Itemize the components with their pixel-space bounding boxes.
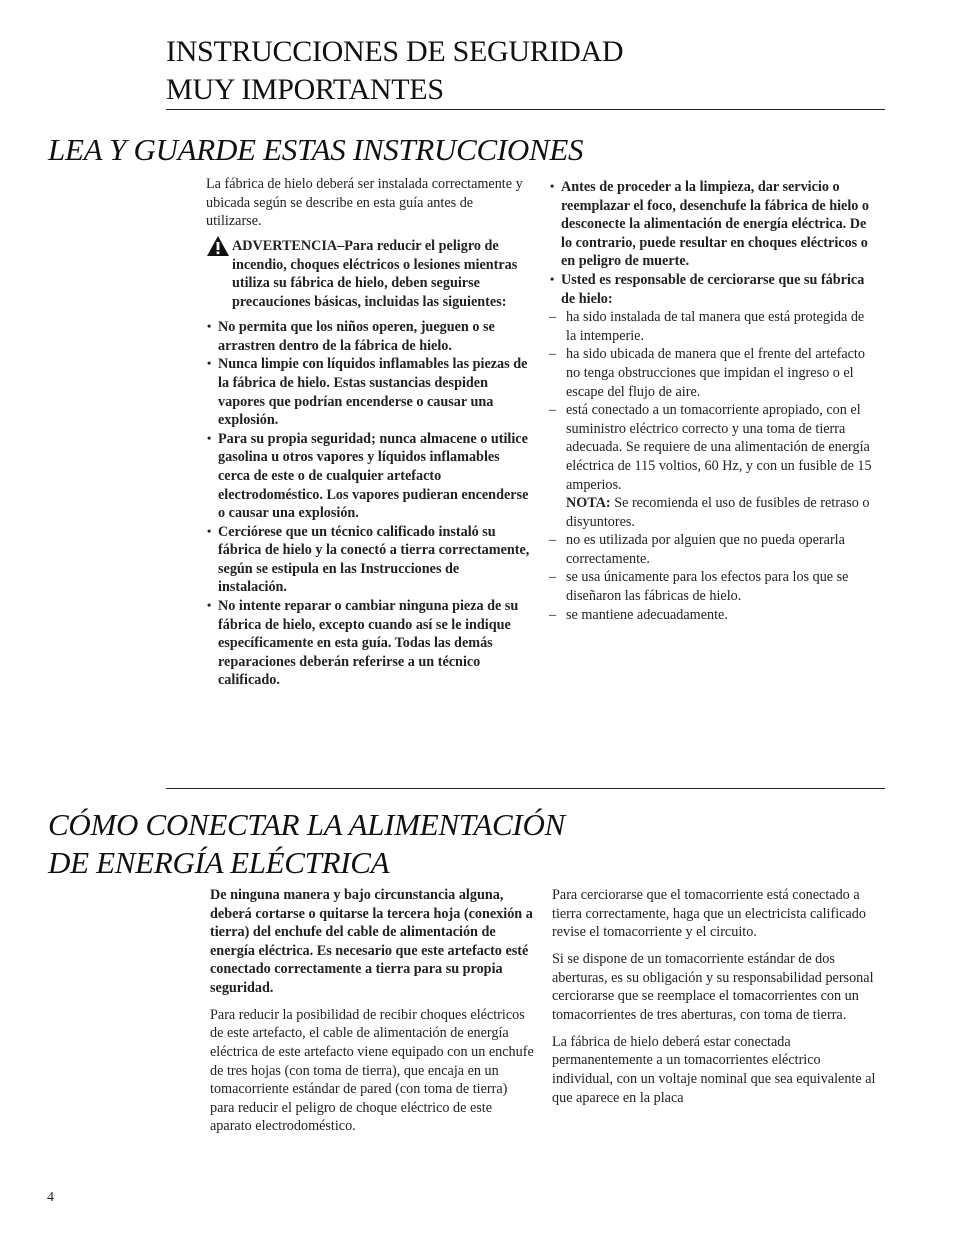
- paragraph: Si se dispone de un tomacorriente estándar de dos aberturas, es su obligación y su responsabilidad personal cerciorarse que se reemplace el tomacorrientes con un tomacorrientes de tres aberturas, con toma de tierra.: [552, 951, 874, 1023]
- dash-item: – ha sido instalada de tal manera que está protegida de la intemperie.: [549, 308, 874, 345]
- dash-item: – ha sido ubicada de manera que el frente del artefacto no tenga obstrucciones que impidan el ingreso o el escape del flujo de aire.: [549, 345, 874, 401]
- dash-item: – no es utilizada por alguien que no pueda operarla correctamente.: [549, 531, 874, 568]
- header-title-line2: MUY IMPORTANTES: [166, 73, 444, 106]
- list-item: • Antes de proceder a la limpieza, dar servicio o reemplazar el foco, desenchufe la fábrica de hielo o desconecte la alimentación de energía eléctrica. De lo contrario, puede resultar en choques eléctricos o en peligro de muerte.: [549, 178, 874, 271]
- section2-left-column: [210, 886, 534, 1144]
- dash-item: – está conectado a un tomacorriente apropiado, con el suministro eléctrico correcto y una toma de tierra adecuada. Se requiere de una alimentación de energía eléctrica de 115 voltios, 60 Hz, y con un fusible de 15 amperios.: [549, 401, 874, 494]
- dash-item: – se usa únicamente para los efectos para los que se diseñaron las fábricas de hielo.: [549, 568, 874, 605]
- note-block: [549, 494, 874, 531]
- section2-right-column: [552, 886, 876, 1115]
- section2-title: [48, 806, 565, 882]
- paragraph: Para cerciorarse que el tomacorriente está conectado a tierra correctamente, haga que un electricista calificado revise el tomacorriente y el circuito.: [552, 887, 866, 941]
- warning-label: ADVERTENCIA: [232, 238, 338, 255]
- list-item: • Para su propia seguridad; nunca almacene o utilice gasolina u otros vapores y líquidos inflamables cerca de este o de cualquier artefacto electrodoméstico. Los vapores pudieran encenderse o causar una explosión.: [206, 430, 531, 523]
- section1-right-column: [549, 178, 874, 624]
- list-item: • No permita que los niños operen, jueguen o se arrastren dentro de la fábrica de hielo.: [206, 318, 531, 355]
- dash-item: – se mantiene adecuadamente.: [549, 606, 874, 625]
- section-divider: [166, 788, 885, 789]
- grounding-paragraph: Para reducir la posibilidad de recibir choques eléctricos de este artefacto, el cable de alimentación de energía eléctrica de este artefacto viene equipado con un enchufe de tres hojas (con toma de tierra), que encaja en un tomacorriente estándar de pared (con toma de tierra) para reducir el peligro de choque eléctrico de este aparato electrodoméstico.: [210, 1006, 534, 1135]
- grounding-warning: De ninguna manera y bajo circunstancia alguna, deberá cortarse o quitarse la tercera hoja (conexión a tierra) del enchufe del cable de alimentación de energía eléctrica. Es necesario que este artefacto esté conectado correctamente a tierra para su propia seguridad.: [210, 887, 533, 996]
- header-divider: [166, 109, 885, 110]
- list-item: • Usted es responsable de cerciorarse que su fábrica de hielo:: [549, 271, 874, 308]
- page-header: [166, 33, 886, 109]
- warning-text: –Para reducir el peligro de incendio, choques eléctricos o lesiones mientras utiliza su fábrica de hielo, deben seguirse precauciones básicas, incluidas las siguientes:: [232, 238, 518, 311]
- warning-icon: [206, 235, 230, 257]
- note-text: Se recomienda el uso de fusibles de retraso o disyuntores.: [566, 495, 870, 530]
- page-number: 4: [47, 1190, 54, 1205]
- section1-left-column: [206, 175, 531, 690]
- list-item: • Nunca limpie con líquidos inflamables las piezas de la fábrica de hielo. Estas sustancias despiden vapores que podrían encenderse o causar una explosión.: [206, 355, 531, 429]
- section2-title-line2: DE ENERGÍA ELÉCTRICA: [48, 845, 390, 880]
- paragraph: La fábrica de hielo deberá estar conectada permanentemente a un tomacorrientes eléctrico individual, con un voltaje nominal que sea equivalente al que aparece en la placa: [552, 1033, 876, 1106]
- note-label: NOTA:: [566, 495, 611, 512]
- header-title-line1: INSTRUCCIONES DE SEGURIDAD: [166, 35, 624, 68]
- intro-text: La fábrica de hielo deberá ser instalada correctamente y ubicada según se describe en esta guía antes de utilizarse.: [206, 176, 523, 230]
- list-item: • No intente reparar o cambiar ninguna pieza de su fábrica de hielo, excepto cuando así se le indique específicamente en esta guía. Todas las demás reparaciones deberán referirse a un técnico calificado.: [206, 597, 531, 690]
- warning-block: [206, 237, 531, 311]
- section1-title: LEA Y GUARDE ESTAS INSTRUCCIONES: [48, 132, 584, 167]
- section2-title-line1: CÓMO CONECTAR LA ALIMENTACIÓN: [48, 807, 565, 842]
- list-item: • Cerciórese que un técnico calificado instaló su fábrica de hielo y la conectó a tierra correctamente, según se estipula en las Instrucciones de instalación.: [206, 523, 531, 597]
